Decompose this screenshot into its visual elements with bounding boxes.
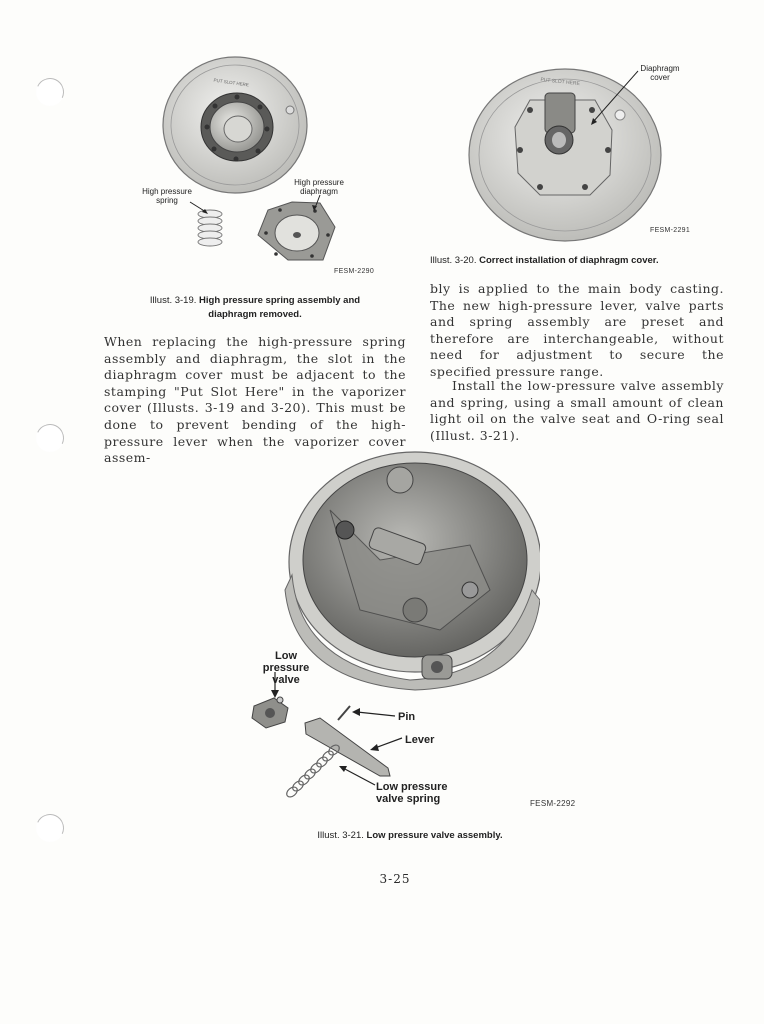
vaporizer-cover-photo xyxy=(130,55,390,280)
binder-hole-middle xyxy=(32,420,68,456)
caption-text: High pressure spring assembly and diaphragm removed. xyxy=(199,295,361,320)
label-low-pressure-valve: Low pressure valve xyxy=(262,650,310,686)
caption-number: Illust. 3-19. xyxy=(149,295,197,306)
page-number: 3-25 xyxy=(379,872,411,886)
illust-3-19-figure xyxy=(130,55,390,280)
label-high-pressure-spring: High pressure spring xyxy=(142,187,192,205)
label-pin: Pin xyxy=(398,711,416,723)
label-lever: Lever xyxy=(405,734,435,746)
caption-illust-3-19 xyxy=(130,294,380,322)
caption-text: Low pressure valve assembly. xyxy=(366,830,503,841)
figure-code-2291: FESM-2291 xyxy=(650,227,691,234)
label-diaphragm-cover: Diaphragm cover xyxy=(640,64,680,82)
caption-number: Illust. 3-21. xyxy=(317,830,364,841)
figure-code-2292: FESM-2292 xyxy=(530,799,576,808)
caption-illust-3-21 xyxy=(200,829,620,843)
caption-text: Correct installation of diaphragm cover. xyxy=(479,255,659,266)
label-low-pressure-valve-spring: Low pressure valve spring xyxy=(376,781,448,805)
cover-stamp-text: PUT SLOT HERE xyxy=(213,77,250,88)
paragraph-right-1: bly is applied to the main body casting. The new high-pressure lever, valve parts and spring assembly are preset and therefore are interchangeable, without need for adjustment to secure the specified pressure range. xyxy=(430,281,724,379)
low-pressure-valve-assembly-photo xyxy=(240,450,540,810)
binder-hole-bottom xyxy=(32,810,68,846)
caption-illust-3-20 xyxy=(430,254,730,268)
paragraph-left: When replacing the high-pressure spring assembly and diaphragm, the slot in the diaphragm cover must be adjacent to the stamping "Put Slot Here" in the vaporizer cover (Illusts. 3-19 and 3-20). This must be done to prevent bending of the high-pressure lever when the vaporizer cover assem- xyxy=(104,334,406,466)
label-high-pressure-diaphragm: High pressure diaphragm xyxy=(294,178,344,196)
figure-code-2290: FESM-2290 xyxy=(334,268,375,275)
illust-3-20-figure xyxy=(460,55,700,245)
illust-3-21-figure xyxy=(240,450,540,810)
diaphragm-cover-installed-photo xyxy=(460,55,700,245)
paragraph-right-2: Install the low-pressure valve assembly and spring, using a small amount of clean light oil on the valve seat and O-ring seal (Illust. 3-21). xyxy=(430,378,724,443)
cover-stamp-text: PUT SLOT HERE xyxy=(540,76,581,88)
caption-number: Illust. 3-20. xyxy=(430,255,477,266)
binder-hole-top xyxy=(32,74,68,110)
